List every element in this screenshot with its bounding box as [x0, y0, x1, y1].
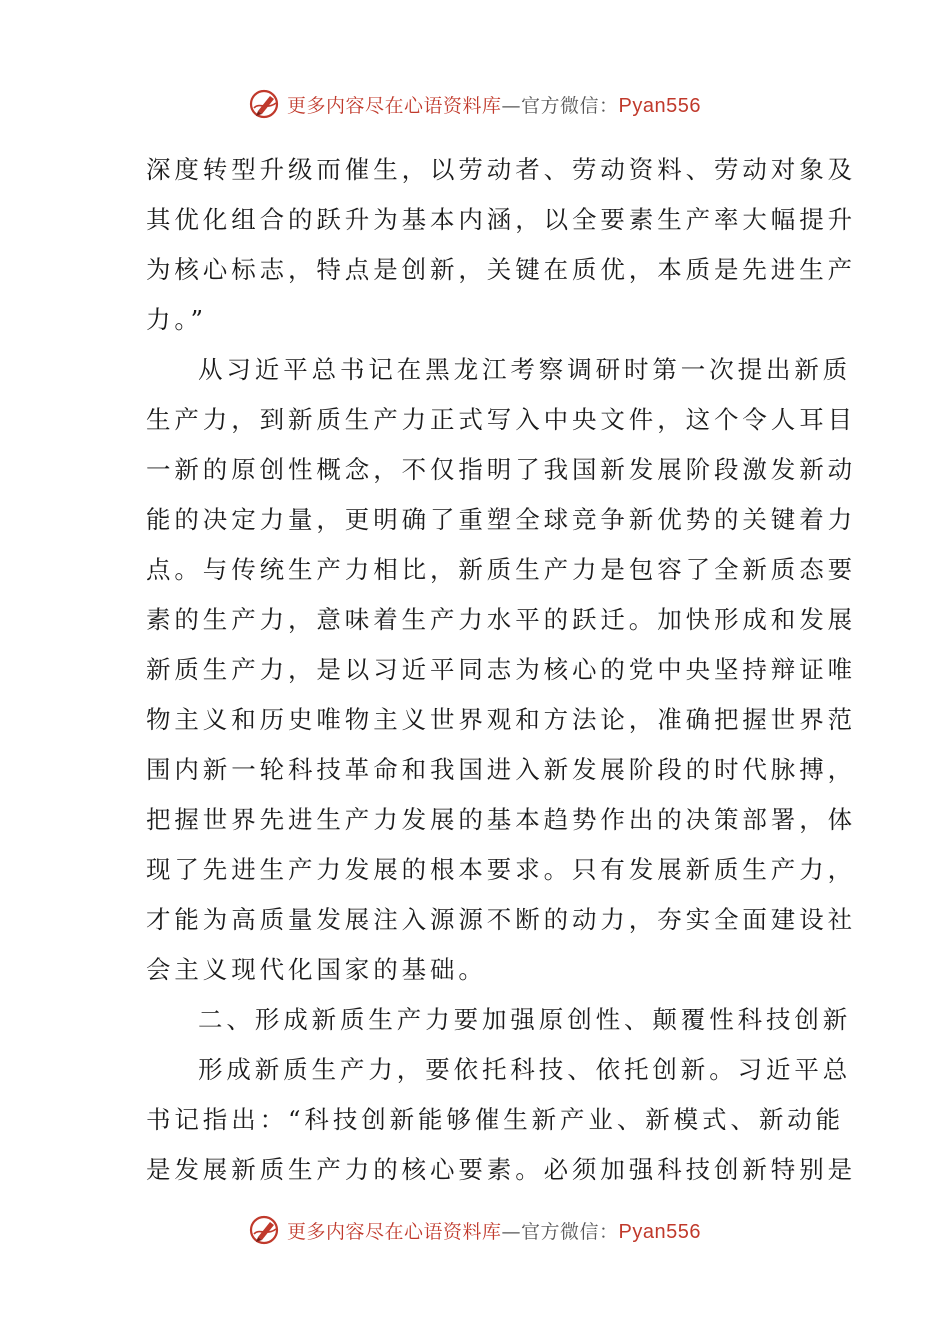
header-watermark-banner [0, 84, 950, 124]
text-line: 深度转型升级而催生，以劳动者、劳动资料、劳动对象及 [146, 155, 856, 184]
paragraph-start-line: 形成新质生产力，要依托科技、依托创新。习近平总 [198, 1055, 852, 1084]
text-line: 素的生产力，意味着生产力水平的跃迁。加快形成和发展 [146, 605, 856, 634]
text-line: 其优化组合的跃升为基本内涵，以全要素生产率大幅提升 [146, 205, 856, 234]
document-body [146, 145, 856, 1195]
text-line: 力。” [146, 305, 207, 334]
text-line: 一新的原创性概念，不仅指明了我国新发展阶段激发新动 [146, 455, 856, 484]
banner-text [287, 1217, 701, 1244]
text-line: 新质生产力，是以习近平同志为核心的党中央坚持辩证唯 [146, 655, 856, 684]
section-heading: 二、形成新质生产力要加强原创性、颠覆性科技创新 [198, 1005, 852, 1034]
text-line: 会主义现代化国家的基础。 [146, 955, 487, 984]
pen-logo-icon [249, 1214, 281, 1246]
text-line: 书记指出：“科技创新能够催生新产业、新模式、新动能 [146, 1105, 845, 1134]
text-line: 围内新一轮科技革命和我国进入新发展阶段的时代脉搏， [146, 755, 856, 784]
text-line: 是发展新质生产力的核心要素。必须加强科技创新特别是 [146, 1155, 856, 1184]
banner-title: 更多内容尽在心语资料库 [287, 94, 502, 117]
text-line: 点。与传统生产力相比，新质生产力是包容了全新质态要 [146, 555, 856, 584]
text-line: 物主义和历史唯物主义世界观和方法论，准确把握世界范 [146, 705, 856, 734]
banner-wechat-id: Pyan556 [618, 1220, 701, 1243]
text-line: 能的决定力量，更明确了重塑全球竞争新优势的关键着力 [146, 505, 856, 534]
banner-dash: — [501, 1220, 522, 1243]
banner-text [287, 91, 701, 118]
banner-wechat-id: Pyan556 [618, 94, 701, 117]
banner-wechat-label: 官方微信： [521, 1220, 619, 1243]
text-line: 把握世界先进生产力发展的基本趋势作出的决策部署，体 [146, 805, 856, 834]
banner-wechat-label: 官方微信： [521, 94, 619, 117]
text-line: 为核心标志，特点是创新，关键在质优，本质是先进生产 [146, 255, 856, 284]
text-line: 才能为高质量发展注入源源不断的动力，夯实全面建设社 [146, 905, 856, 934]
pen-logo-icon [249, 88, 281, 120]
footer-watermark-banner [0, 1210, 950, 1250]
text-line: 生产力，到新质生产力正式写入中央文件，这个令人耳目 [146, 405, 856, 434]
paragraph-start-line: 从习近平总书记在黑龙江考察调研时第一次提出新质 [198, 355, 852, 384]
banner-title: 更多内容尽在心语资料库 [287, 1220, 502, 1243]
text-line: 现了先进生产力发展的根本要求。只有发展新质生产力， [146, 855, 856, 884]
banner-dash: — [501, 94, 522, 117]
